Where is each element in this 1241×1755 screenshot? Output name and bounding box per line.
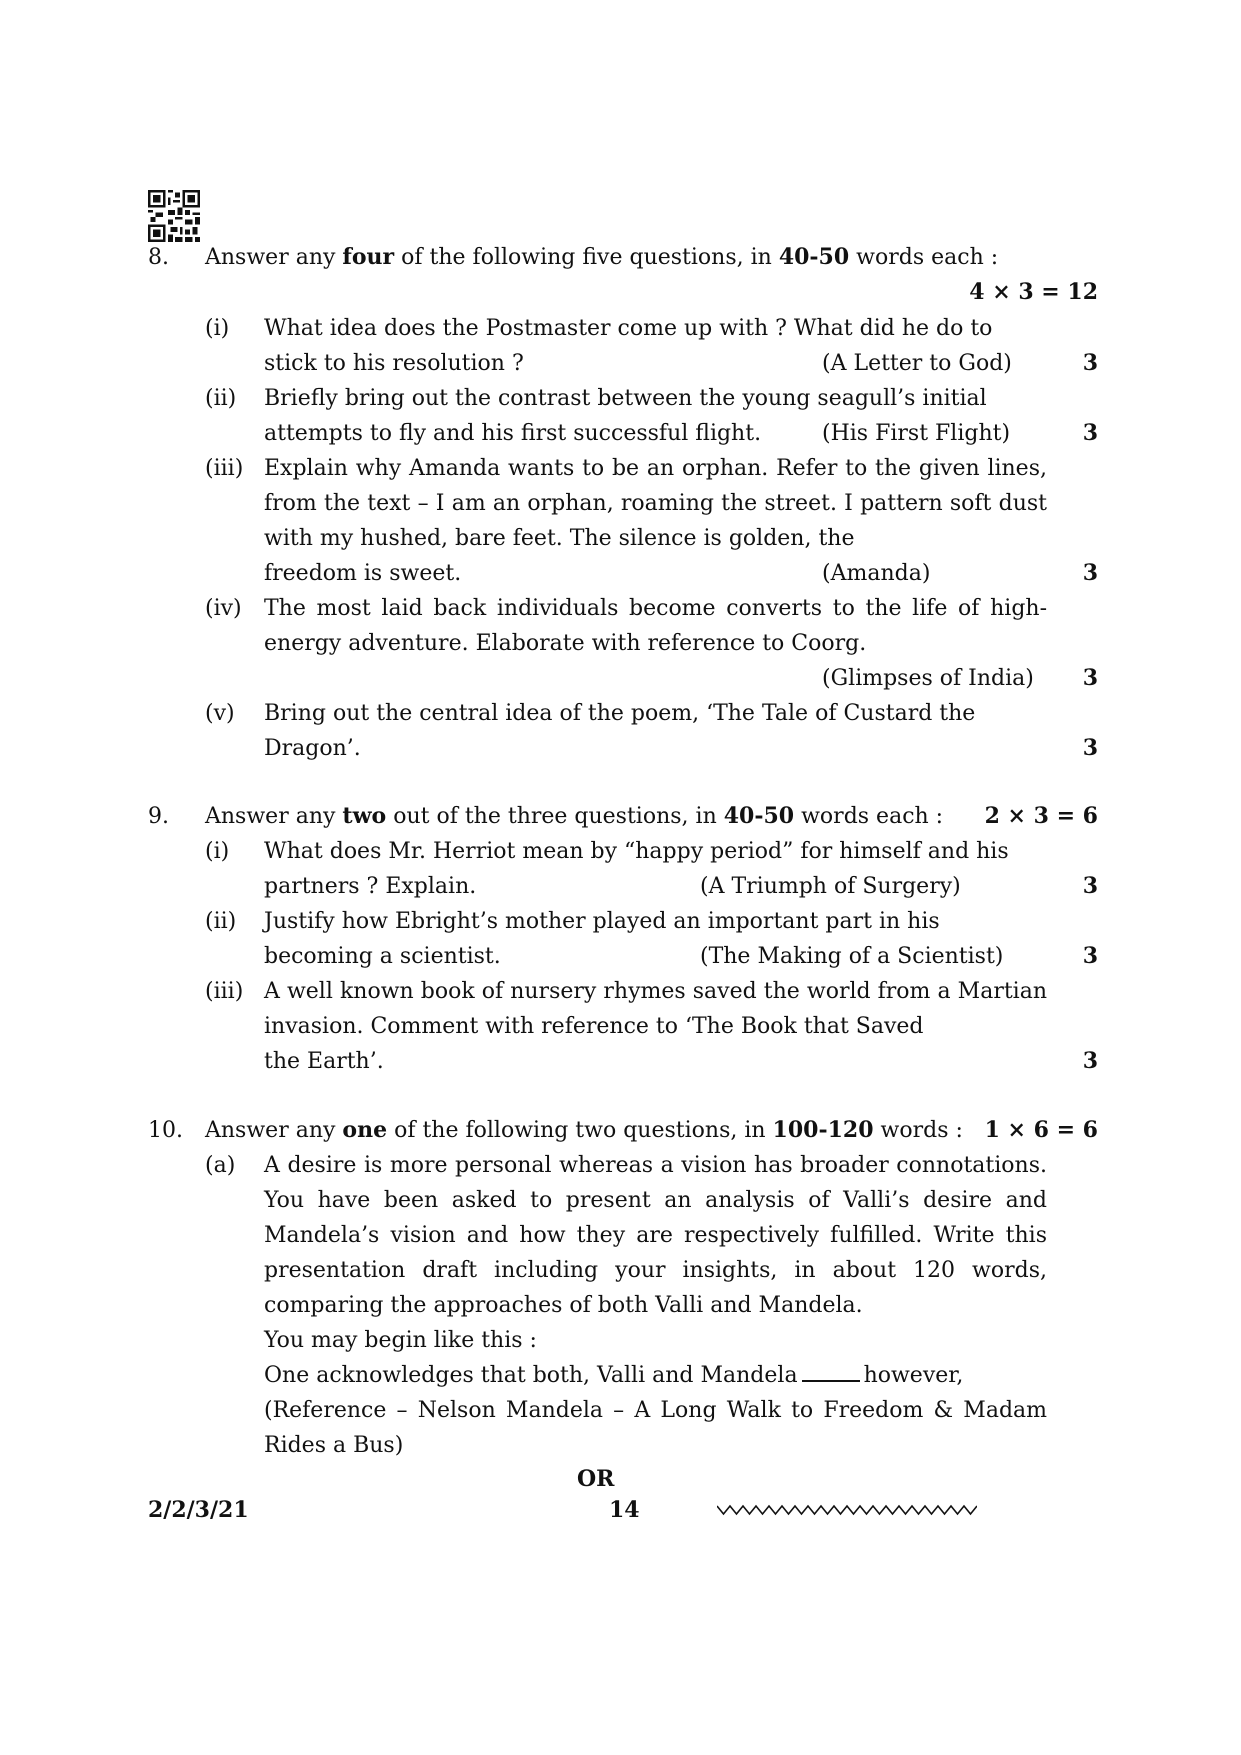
sub-question-last-line (264, 869, 1047, 904)
source-reference: (A Letter to God) (822, 351, 1012, 376)
sub-question-number: (i) (205, 316, 230, 341)
sub-question-last-line (264, 939, 1047, 974)
sub-question-body: becoming a scientist. (264, 944, 501, 969)
instruction-text: of the following two questions, in (387, 1118, 773, 1143)
instruction-bold: one (342, 1117, 388, 1143)
sub-question-text (264, 591, 1047, 696)
sub-question-marks: 3 (1082, 735, 1098, 761)
instruction-text: words each : (794, 804, 944, 829)
sub-question-text (264, 381, 1047, 451)
source-reference: (A Triumph of Surgery) (700, 874, 961, 899)
question-instruction (205, 240, 1098, 275)
sub-question-text (264, 974, 1047, 1079)
sub-question-text (264, 834, 1047, 904)
reference-note: (Reference – Nelson Mandela – A Long Walk to Freedom & Madam Rides a Bus) (264, 1398, 1047, 1458)
source-reference: (Amanda) (822, 561, 931, 586)
sub-question-text (264, 311, 1047, 381)
sub-question-body: stick to his resolution ? (264, 351, 524, 376)
sub-question-body: Dragon’. (264, 736, 361, 761)
sub-question-marks: 3 (1082, 350, 1098, 376)
sub-question-text (264, 451, 1047, 591)
sub-question-marks: 3 (1082, 665, 1098, 691)
sub-question-body: the Earth’. (264, 1049, 384, 1074)
starter-text: One acknowledges that both, Valli and Mandela (264, 1363, 798, 1388)
instruction-bold: four (342, 244, 395, 270)
instruction-text: words : (873, 1118, 963, 1143)
sub-question-number: (iii) (205, 456, 244, 481)
question-marks: 4 × 3 = 12 (969, 279, 1098, 305)
sub-question-body: Briefly bring out the contrast between the young seagull’s initial (264, 386, 987, 411)
sub-question-body: freedom is sweet. (264, 561, 462, 586)
question-number: 8. (148, 245, 169, 270)
instruction-text: Answer any (205, 1118, 343, 1143)
sub-question-marks: 3 (1082, 420, 1098, 446)
sub-question-body: attempts to fly and his first successful flight. (264, 421, 762, 446)
sub-question-number: (ii) (205, 386, 237, 411)
sub-question-body: A desire is more personal whereas a vision has broader connotations. You have been asked to present an analysis of Valli’s desire and Mandela’s vision and how they are respectively fulfilled. Write this presentation draft including your insights, in about 120 words, comparing the approaches of both Valli and Mandela. (264, 1153, 1047, 1318)
sub-question-text (264, 904, 1047, 974)
question-number: 10. (148, 1118, 183, 1143)
question-instruction (205, 799, 1098, 834)
sub-question-body: Bring out the central idea of the poem, ‘The Tale of Custard the (264, 701, 976, 726)
instruction-text: Answer any (205, 245, 343, 270)
question-number: 9. (148, 804, 169, 829)
sub-question-number: (i) (205, 839, 230, 864)
sub-question-body: A well known book of nursery rhymes saved the world from a Martian invasion. Comment with reference to ‘The Book that Saved (264, 979, 1047, 1039)
sub-question-text (264, 696, 1047, 766)
instruction-text: words each : (849, 245, 999, 270)
sub-question-last-line (264, 661, 1047, 696)
sub-question-number: (ii) (205, 909, 237, 934)
page-number: 14 (609, 1497, 640, 1523)
sub-question-text (264, 1148, 1047, 1463)
source-reference: (Glimpses of India) (822, 666, 1034, 691)
answer-blank (802, 1362, 860, 1382)
instruction-text: Answer any (205, 804, 343, 829)
qr-code-icon (148, 190, 200, 242)
sub-question-body: Justify how Ebright’s mother played an important part in his (264, 909, 940, 934)
sub-question-last-line (264, 731, 1047, 766)
sub-question-last-line (264, 416, 1047, 451)
instruction-bold: 100-120 (772, 1117, 874, 1143)
instruction-bold: 40-50 (723, 803, 795, 829)
source-reference: (The Making of a Scientist) (700, 944, 1004, 969)
sub-question-marks: 3 (1082, 943, 1098, 969)
sub-question-number: (v) (205, 701, 235, 726)
question-instruction (205, 1113, 1098, 1148)
begin-prompt: You may begin like this : (264, 1328, 537, 1353)
question-marks: 2 × 3 = 6 (984, 803, 1098, 829)
sub-question-body: The most laid back individuals become converts to the life of high-energy adventure. Elaborate with reference to Coorg. (264, 596, 1047, 656)
instruction-text: out of the three questions, in (386, 804, 724, 829)
sub-question-marks: 3 (1082, 873, 1098, 899)
instruction-bold: two (342, 803, 387, 829)
sub-question-number: (a) (205, 1153, 236, 1178)
sub-question-body: Explain why Amanda wants to be an orphan. Refer to the given lines, from the text – I am an orphan, roaming the street. I pattern soft dust with my hushed, bare feet. The silence is golden, the (264, 456, 1047, 551)
sub-question-body: What idea does the Postmaster come up with ? What did he do to (264, 316, 993, 341)
sub-question-last-line (264, 346, 1047, 381)
sub-question-marks: 3 (1082, 560, 1098, 586)
sub-question-number: (iii) (205, 979, 244, 1004)
sub-question-last-line (264, 556, 1047, 591)
or-separator: OR (577, 1466, 615, 1492)
question-marks: 1 × 6 = 6 (984, 1117, 1098, 1143)
wave-pattern-icon (717, 1502, 977, 1518)
starter-text: however, (863, 1363, 964, 1388)
sub-question-body: partners ? Explain. (264, 874, 477, 899)
sub-question-number: (iv) (205, 596, 242, 621)
starter-line (264, 1358, 1047, 1393)
paper-code: 2/2/3/21 (148, 1497, 249, 1523)
sub-question-marks: 3 (1082, 1048, 1098, 1074)
sub-question-body: What does Mr. Herriot mean by “happy period” for himself and his (264, 839, 1009, 864)
instruction-text: of the following five questions, in (394, 245, 779, 270)
instruction-bold: 40-50 (778, 244, 850, 270)
sub-question-last-line (264, 1044, 1047, 1079)
source-reference: (His First Flight) (822, 421, 1011, 446)
